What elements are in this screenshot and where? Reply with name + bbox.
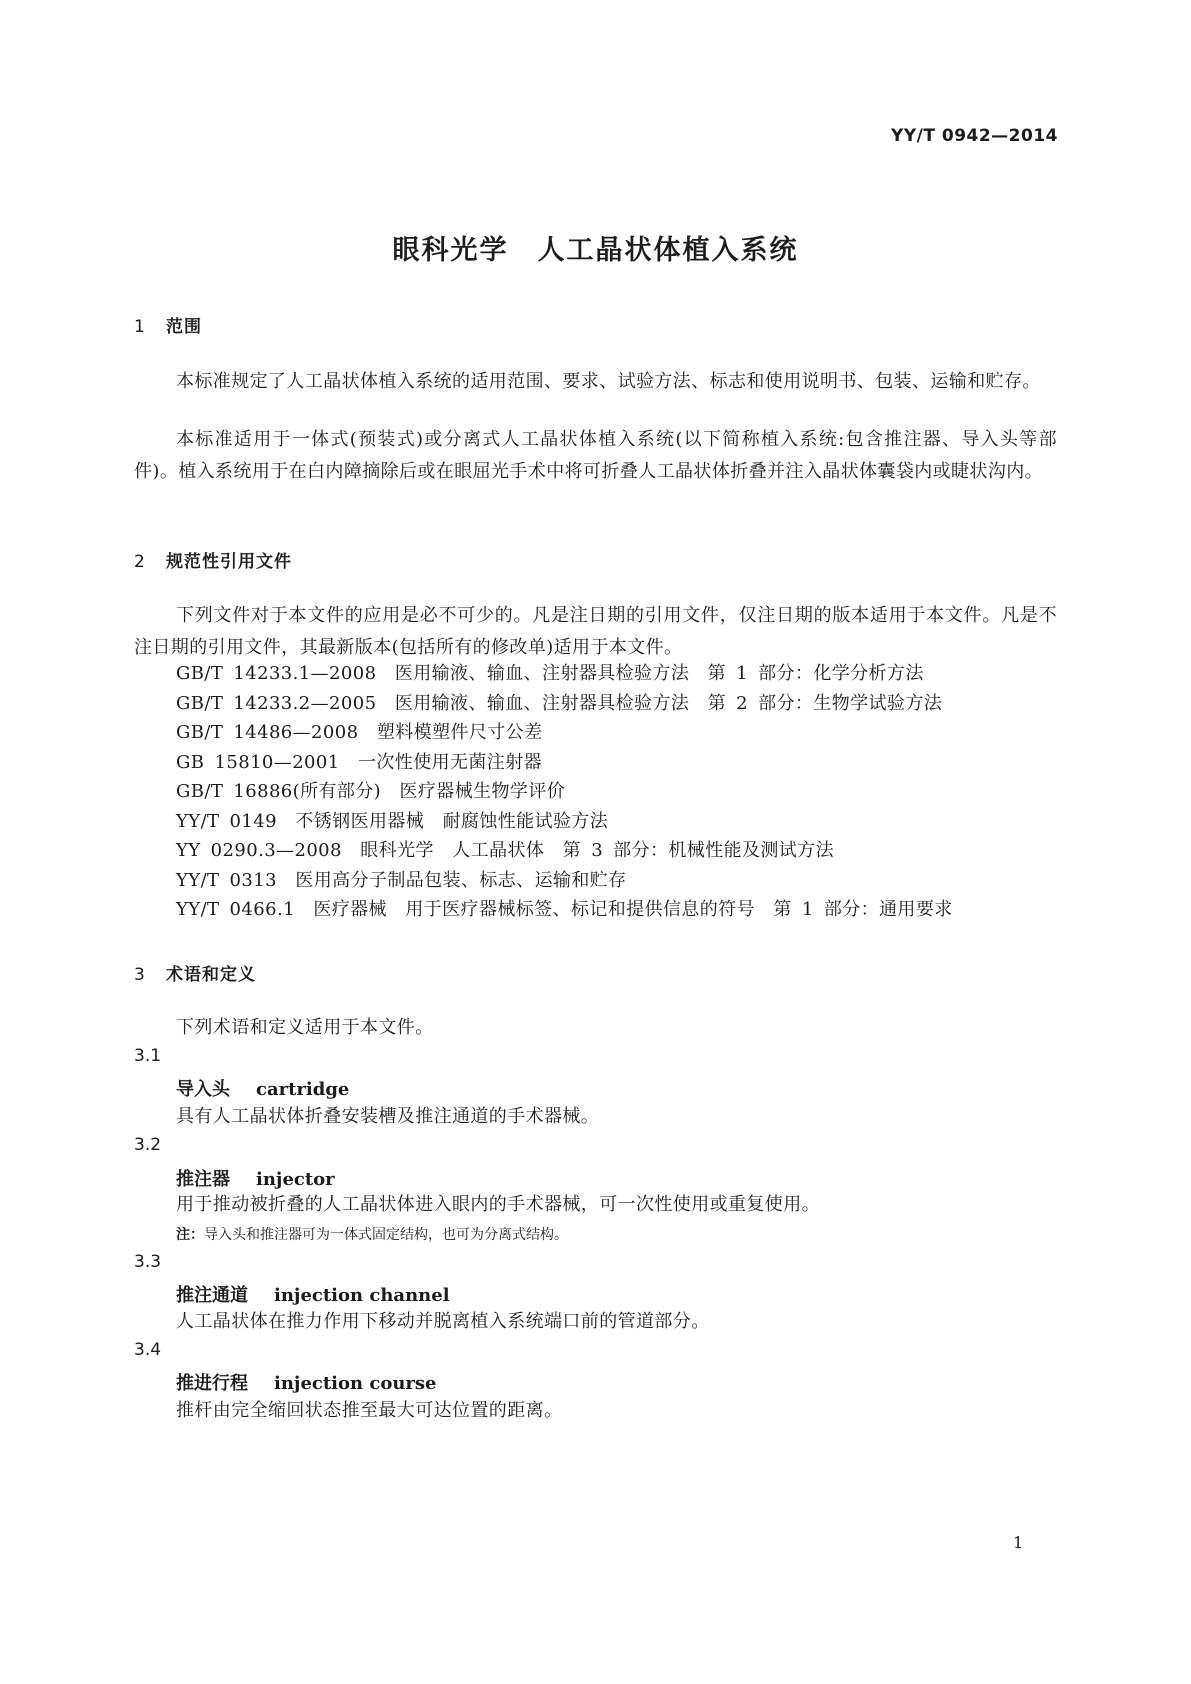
term-number: 3.2 (134, 1135, 162, 1155)
section-number: 3 (134, 965, 146, 985)
term-chinese: 推进行程 (176, 1373, 248, 1394)
term-chinese: 推注通道 (176, 1285, 248, 1306)
note-label: 注： (176, 1227, 204, 1243)
scope-paragraph-1: 本标准规定了人工晶状体植入系统的适用范围、要求、试验方法、标志和使用说明书、包装、运输和贮存。 (176, 371, 1041, 392)
section-heading-terms (134, 960, 256, 985)
section-heading-scope (134, 312, 202, 337)
reference-item: YY 0290.3—2008 眼科光学 人工晶状体 第 3 部分：机械性能及测试方法 (176, 840, 834, 861)
section-title: 术语和定义 (166, 965, 256, 985)
reference-item: YY/T 0149 不锈钢医用器械 耐腐蚀性能试验方法 (176, 811, 609, 832)
term-note (176, 1224, 568, 1244)
reference-item: GB/T 14233.1—2008 医用输液、输血、注射器具检验方法 第 1 部分：化学分析方法 (176, 663, 924, 684)
term-english: injection course (274, 1373, 437, 1394)
reference-item: GB/T 14233.2—2005 医用输液、输血、注射器具检验方法 第 2 部分：生物学试验方法 (176, 693, 943, 714)
section-number: 2 (134, 552, 146, 572)
term-english: injector (256, 1169, 335, 1190)
reference-item: GB/T 16886(所有部分) 医疗器械生物学评价 (176, 781, 566, 802)
reference-item: YY/T 0466.1 医疗器械 用于医疗器械标签、标记和提供信息的符号 第 1 部分：通用要求 (176, 899, 953, 920)
section-heading-normative-references (134, 547, 292, 572)
term-definition: 人工晶状体在推力作用下移动并脱离植入系统端口前的管道部分。 (176, 1311, 710, 1332)
term-definition: 推杆由完全缩回状态推至最大可达位置的距离。 (176, 1400, 563, 1421)
term-english: cartridge (256, 1079, 350, 1100)
term-heading (176, 1281, 450, 1307)
term-heading (176, 1075, 349, 1101)
normative-intro-paragraph: 下列文件对于本文件的应用是必不可少的。凡是注日期的引用文件，仅注日期的版本适用于本文件。凡是不注日期的引用文件，其最新版本(包括所有的修改单)适用于本文件。 (134, 605, 1057, 658)
section-number: 1 (134, 317, 146, 337)
reference-item: GB 15810—2001 一次性使用无菌注射器 (176, 752, 542, 773)
term-definition: 具有人工晶状体折叠安装槽及推注通道的手术器械。 (176, 1106, 600, 1127)
term-english: injection channel (274, 1285, 450, 1306)
page-number: 1 (1013, 1533, 1024, 1552)
term-chinese: 推注器 (176, 1169, 230, 1190)
note-text: 导入头和推注器可为一体式固定结构，也可为分离式结构。 (204, 1227, 568, 1243)
term-definition: 用于推动被折叠的人工晶状体进入眼内的手术器械，可一次性使用或重复使用。 (176, 1194, 820, 1215)
scope-paragraph-2: 本标准适用于一体式(预装式)或分离式人工晶状体植入系统(以下简称植入系统:包含推注器、导入头等部件)。植入系统用于在白内障摘除后或在眼屈光手术中将可折叠人工晶状体折叠并注入晶状体囊袋内或睫状沟内。 (134, 429, 1057, 482)
page-title: 眼科光学 人工晶状体植入系统 (392, 235, 799, 266)
document-number: YY/T 0942—2014 (891, 126, 1058, 146)
term-number: 3.3 (134, 1252, 162, 1272)
section-title: 规范性引用文件 (166, 552, 292, 572)
section-title: 范围 (166, 317, 202, 337)
term-number: 3.4 (134, 1340, 162, 1360)
term-number: 3.1 (134, 1046, 162, 1066)
term-heading (176, 1165, 335, 1191)
reference-item: GB/T 14486—2008 塑料模塑件尺寸公差 (176, 722, 543, 743)
term-heading (176, 1369, 436, 1395)
terms-intro: 下列术语和定义适用于本文件。 (176, 1017, 434, 1038)
reference-item: YY/T 0313 医用高分子制品包装、标志、运输和贮存 (176, 870, 627, 891)
term-chinese: 导入头 (176, 1079, 230, 1100)
